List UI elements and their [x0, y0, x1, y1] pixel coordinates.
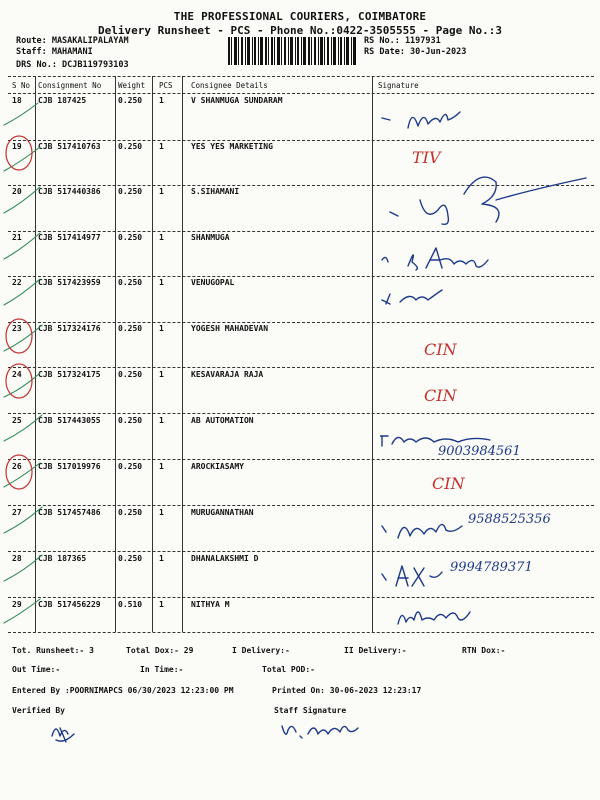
table-row: [8, 96, 594, 142]
i-delivery: I Delivery:-: [232, 646, 290, 655]
row-sno: 27: [12, 508, 22, 517]
row-sno: 18: [12, 96, 22, 105]
table-row: [8, 233, 594, 279]
row-consignment: CJB 517456229: [38, 600, 101, 609]
barcode-icon: [228, 37, 356, 65]
verifier-signature-icon: [46, 716, 80, 746]
row-sno: 20: [12, 187, 22, 196]
row-consignee: AB AUTOMATION: [191, 416, 254, 425]
row-rule: [8, 597, 594, 598]
tick-marks-icon: [0, 95, 60, 635]
row-consignment: CJB 187425: [38, 96, 87, 105]
row-pcs: 1: [159, 324, 164, 333]
row-sno: 28: [12, 554, 22, 563]
row-consignee: VENUGOPAL: [191, 278, 235, 287]
col-weight: Weight: [118, 81, 146, 90]
signature-icon: [380, 160, 590, 230]
row-weight: 0.250: [118, 416, 143, 425]
ii-delivery: II Delivery:-: [344, 646, 407, 655]
handwritten-note: TIV: [412, 148, 441, 167]
row-weight: 0.250: [118, 508, 143, 517]
row-sno: 19: [12, 142, 22, 151]
row-consignment: CJB 517019976: [38, 462, 101, 471]
row-rule: [8, 459, 594, 460]
row-weight: 0.250: [118, 462, 143, 471]
table-row: [8, 370, 594, 416]
handwritten-note: CIN: [424, 340, 457, 359]
row-rule: [8, 551, 594, 552]
signature-icon: [396, 598, 476, 632]
row-sno: 24: [12, 370, 22, 379]
row-weight: 0.250: [118, 142, 143, 151]
row-consignee: NITHYA M: [191, 600, 230, 609]
verified-by: Verified By: [12, 706, 65, 715]
row-pcs: 1: [159, 508, 164, 517]
total-dox: Total Dox:- 29: [126, 646, 194, 655]
col-consignment: Consignment No: [38, 81, 102, 90]
row-weight: 0.250: [118, 187, 143, 196]
entered-by: Entered By :POORNIMAPCS 06/30/2023 12:23:00 PM: [12, 686, 234, 695]
row-pcs: 1: [159, 142, 164, 151]
company-title: THE PROFESSIONAL COURIERS, COIMBATORE: [173, 10, 427, 23]
row-consignee: MURUGANNATHAN: [191, 508, 254, 517]
row-consignee: YES YES MARKETING: [191, 142, 273, 151]
handwritten-phone: 9994789371: [450, 560, 533, 575]
row-consignee: KESAVARAJA RAJA: [191, 370, 264, 379]
row-consignment: CJB 517457486: [38, 508, 101, 517]
runsheet-subtitle: Delivery Runsheet - PCS - Phone No.:0422-3505555 - Page No.:3: [98, 24, 502, 37]
row-rule: [8, 413, 594, 414]
row-consignment: CJB 517410763: [38, 142, 101, 151]
row-weight: 0.510: [118, 600, 143, 609]
row-pcs: 1: [159, 233, 164, 242]
row-pcs: 1: [159, 554, 164, 563]
signature-icon: [380, 100, 470, 136]
row-rule: [8, 322, 594, 323]
row-consignment: CJB 517440386: [38, 187, 101, 196]
table-header-rule: [8, 93, 594, 94]
staff-signature-label: Staff Signature: [274, 706, 347, 715]
row-consignee: V SHANMUGA SUNDARAM: [191, 96, 283, 105]
total-pod: Total POD:-: [262, 665, 315, 674]
row-weight: 0.250: [118, 233, 143, 242]
table-row: [8, 278, 594, 324]
table-row: [8, 600, 594, 646]
rtn-dox: RTN Dox:-: [462, 646, 506, 655]
row-consignment: CJB 517324175: [38, 370, 101, 379]
handwritten-phone: 9588525356: [468, 512, 551, 527]
in-time: In Time:-: [140, 665, 184, 674]
signature-icon: [380, 560, 460, 592]
handwritten-phone: 9003984561: [438, 444, 521, 459]
row-consignee: S.SIHAMANI: [191, 187, 240, 196]
row-sno: 22: [12, 278, 22, 287]
row-weight: 0.250: [118, 370, 143, 379]
row-weight: 0.250: [118, 96, 143, 105]
table-row: [8, 324, 594, 370]
route-label: Route: MASAKALIPALAYAM: [16, 36, 129, 46]
table-header: [8, 80, 594, 93]
row-consignment: CJB 517443055: [38, 416, 101, 425]
signature-icon: [380, 240, 500, 280]
drs-number: DRS No.: DCJB119793103: [16, 60, 129, 70]
staff-label: Staff: MAHAMANI: [16, 47, 93, 57]
row-pcs: 1: [159, 462, 164, 471]
row-rule: [8, 231, 594, 232]
row-consignment: CJB 517423959: [38, 278, 101, 287]
row-weight: 0.250: [118, 278, 143, 287]
row-pcs: 1: [159, 278, 164, 287]
row-weight: 0.250: [118, 554, 143, 563]
signature-icon: [380, 282, 450, 310]
row-pcs: 1: [159, 370, 164, 379]
col-sno: S No: [12, 81, 31, 90]
table-top-rule: [8, 76, 594, 77]
printed-on: Printed On: 30-06-2023 12:23:17: [272, 686, 422, 695]
row-consignee: YOGESH MAHADEVAN: [191, 324, 269, 333]
row-rule: [8, 505, 594, 506]
row-consignment: CJB 517324176: [38, 324, 101, 333]
row-consignment: CJB 517414977: [38, 233, 101, 242]
table-bottom-rule: [8, 632, 594, 633]
handwritten-note: CIN: [432, 474, 465, 493]
handwritten-note: CIN: [424, 386, 457, 405]
row-sno: 21: [12, 233, 22, 242]
col-consignee: Consignee Details: [191, 81, 268, 90]
tot-runsheet: Tot. Runsheet:- 3: [12, 646, 94, 655]
table-row: [8, 462, 594, 508]
row-sno: 26: [12, 462, 22, 471]
row-pcs: 1: [159, 416, 164, 425]
rs-date: RS Date: 30-Jun-2023: [364, 47, 467, 57]
signature-icon: [380, 514, 470, 548]
row-consignment: CJB 187365: [38, 554, 87, 563]
row-sno: 25: [12, 416, 22, 425]
row-sno: 23: [12, 324, 22, 333]
row-pcs: 1: [159, 600, 164, 609]
row-consignee: SHANMUGA: [191, 233, 230, 242]
row-pcs: 1: [159, 96, 164, 105]
col-signature: Signature: [378, 81, 419, 90]
out-time: Out Time:-: [12, 665, 61, 674]
row-weight: 0.250: [118, 324, 143, 333]
row-sno: 29: [12, 600, 22, 609]
row-consignee: AROCKIASAMY: [191, 462, 244, 471]
row-rule: [8, 276, 594, 277]
rs-number: RS No.: 1197931: [364, 36, 441, 46]
row-rule: [8, 140, 594, 141]
row-rule: [8, 367, 594, 368]
staff-signature-icon: [278, 716, 362, 744]
col-pcs: PCS: [159, 81, 173, 90]
row-consignee: DHANALAKSHMI D: [191, 554, 259, 563]
row-pcs: 1: [159, 187, 164, 196]
